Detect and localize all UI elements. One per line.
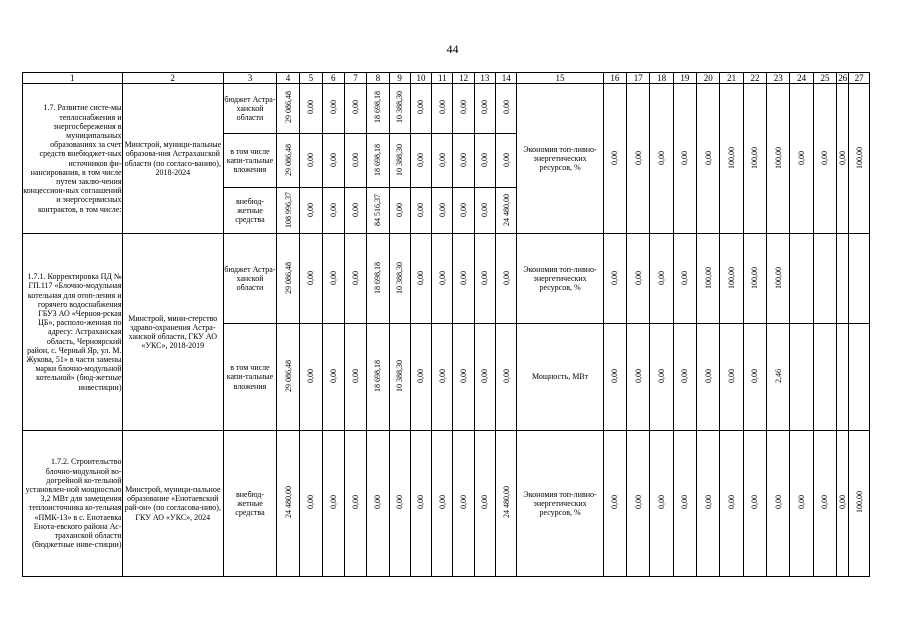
numeric-cell (697, 324, 720, 430)
value-cell: 18 698,18 (373, 143, 383, 176)
numeric-cell (344, 188, 366, 234)
value-cell: 108 996,37 (283, 191, 293, 228)
target-value: 0,00 (797, 150, 807, 165)
numeric-cell (322, 430, 344, 576)
column-header: 23 (767, 73, 790, 84)
table-row (23, 234, 870, 324)
target-value: 0,00 (633, 270, 643, 285)
value-cell: 10 388,30 (395, 91, 405, 124)
value-cell: 0,00 (351, 270, 361, 285)
value-cell: 24 480,00 (283, 486, 293, 519)
numeric-cell (410, 324, 431, 430)
numeric-cell (432, 324, 453, 430)
numeric-cell (767, 234, 790, 324)
numeric-cell (603, 324, 626, 430)
column-header: 17 (627, 73, 650, 84)
value-cell: 29 086,48 (283, 261, 293, 294)
program-table (22, 72, 870, 577)
numeric-cell (790, 324, 813, 430)
numeric-cell (367, 324, 389, 430)
target-value: 0,00 (610, 495, 620, 510)
target-value: 100,00 (854, 491, 864, 514)
target-value: 0,00 (727, 495, 737, 510)
column-header: 6 (322, 73, 344, 84)
numeric-cell (474, 188, 495, 234)
value-cell: 0,00 (437, 100, 447, 115)
column-header: 18 (650, 73, 673, 84)
numeric-cell (697, 234, 720, 324)
numeric-cell (432, 134, 453, 188)
numeric-cell (389, 234, 410, 324)
column-header: 12 (453, 73, 474, 84)
numeric-cell (276, 84, 299, 134)
value-cell: 0,00 (459, 202, 469, 217)
numeric-cell (432, 84, 453, 134)
numeric-cell (410, 188, 431, 234)
numeric-cell (720, 234, 743, 324)
value-cell: 0,00 (306, 495, 316, 510)
measure-name-cell: 1.7.1. Корректировка ПД № ГП.117 «Блочно-модульная котельная для отоп-ления и горячего водоснабжения ГБУЗ АО «Черноя-рская ЦБ», располо-женная по адресу: Астраханская область, Черноярский район, с. Черный Яр, ул. М. Жукова, 51» в части замены марки блочно-модульной котельной» (бюд-жетные инвестиции) (23, 234, 123, 430)
numeric-cell (474, 234, 495, 324)
value-cell: 0,00 (351, 152, 361, 167)
numeric-cell (720, 324, 743, 430)
column-header: 19 (673, 73, 696, 84)
executor-cell: Минстрой, мини-стерство здраво-охранения Астра-ханской области, ГКУ АО «УКС», 2018-2019 (122, 234, 224, 430)
numeric-cell (474, 430, 495, 576)
numeric-cell (673, 430, 696, 576)
numeric-cell (300, 134, 322, 188)
numeric-cell (453, 324, 474, 430)
target-value: 100,00 (727, 146, 737, 169)
value-cell: 0,00 (328, 368, 338, 383)
numeric-cell (496, 188, 517, 234)
numeric-cell (389, 134, 410, 188)
value-cell: 0,00 (351, 100, 361, 115)
numeric-cell (496, 234, 517, 324)
numeric-cell (276, 430, 299, 576)
value-cell: 0,00 (395, 495, 405, 510)
numeric-cell (453, 134, 474, 188)
funding-source-cell: бюджет Астра-ханской области (224, 234, 277, 324)
value-cell: 0,00 (306, 368, 316, 383)
target-value: 100,00 (773, 146, 783, 169)
numeric-cell (344, 430, 366, 576)
numeric-cell (453, 84, 474, 134)
column-header: 4 (276, 73, 299, 84)
value-cell: 29 086,48 (283, 359, 293, 392)
target-value: 100,00 (727, 266, 737, 289)
numeric-cell (410, 84, 431, 134)
numeric-cell (453, 430, 474, 576)
column-header: 21 (720, 73, 743, 84)
value-cell: 0,00 (501, 100, 511, 115)
numeric-cell (697, 430, 720, 576)
funding-source-cell: внебюд-жетные средства (224, 430, 277, 576)
value-cell: 10 388,30 (395, 261, 405, 294)
numeric-cell (650, 84, 673, 234)
value-cell: 0,00 (416, 270, 426, 285)
numeric-cell (389, 188, 410, 234)
numeric-cell (367, 430, 389, 576)
target-value: 0,00 (797, 495, 807, 510)
header-row (23, 73, 870, 84)
target-value: 0,00 (680, 270, 690, 285)
value-cell: 0,00 (459, 368, 469, 383)
numeric-cell (276, 188, 299, 234)
numeric-cell (673, 324, 696, 430)
column-header: 25 (813, 73, 836, 84)
value-cell: 18 698,18 (373, 261, 383, 294)
executor-cell: Минстрой, муници-пальные образова-ния Астраханской области (по согласо-ванию), 2018-2024 (122, 84, 224, 234)
target-value: 0,00 (703, 495, 713, 510)
numeric-cell (603, 234, 626, 324)
numeric-cell (453, 234, 474, 324)
target-value: 0,00 (773, 495, 783, 510)
value-cell: 0,00 (328, 202, 338, 217)
measure-name-cell: 1.7. Развитие систе-мы теплоснабжения и энергосбережения в муниципальных образованиях за счет средств внебюджет-ных источников фи-нансирования, в том числе путем заклю-чения концессион-ных соглашений и энергосервисных контрактов, в том числе: (23, 84, 123, 234)
column-header: 11 (432, 73, 453, 84)
value-cell: 18 698,18 (373, 359, 383, 392)
value-cell: 0,00 (501, 270, 511, 285)
value-cell: 10 388,30 (395, 359, 405, 392)
numeric-cell (300, 234, 322, 324)
numeric-cell (627, 84, 650, 234)
value-cell: 0,00 (416, 368, 426, 383)
target-value: 0,00 (680, 495, 690, 510)
numeric-cell (496, 84, 517, 134)
numeric-cell (849, 84, 870, 234)
column-header: 22 (743, 73, 766, 84)
value-cell: 0,00 (437, 152, 447, 167)
numeric-cell (650, 234, 673, 324)
value-cell: 0,00 (306, 152, 316, 167)
numeric-cell (322, 324, 344, 430)
value-cell: 0,00 (395, 202, 405, 217)
value-cell: 0,00 (306, 202, 316, 217)
column-header: 10 (410, 73, 431, 84)
numeric-cell (603, 84, 626, 234)
numeric-cell (496, 134, 517, 188)
target-value: 0,00 (703, 368, 713, 383)
value-cell: 24 480,00 (501, 193, 511, 226)
value-cell: 18 698,18 (373, 91, 383, 124)
column-header: 7 (344, 73, 366, 84)
numeric-cell (453, 188, 474, 234)
value-cell: 0,00 (480, 368, 490, 383)
value-cell: 0,00 (416, 100, 426, 115)
numeric-cell (276, 234, 299, 324)
numeric-cell (344, 84, 366, 134)
numeric-cell (837, 430, 849, 576)
value-cell: 0,00 (480, 495, 490, 510)
numeric-cell (790, 430, 813, 576)
indicator-cell: Мощность, МВт (517, 324, 603, 430)
value-cell: 0,00 (480, 100, 490, 115)
numeric-cell (697, 84, 720, 234)
target-value: 0,00 (610, 368, 620, 383)
value-cell: 0,00 (501, 152, 511, 167)
numeric-cell (344, 324, 366, 430)
numeric-cell (813, 430, 836, 576)
value-cell: 24 480,00 (501, 486, 511, 519)
numeric-cell (720, 430, 743, 576)
numeric-cell (300, 430, 322, 576)
value-cell: 0,00 (480, 152, 490, 167)
numeric-cell (432, 234, 453, 324)
column-header: 9 (389, 73, 410, 84)
column-header: 20 (697, 73, 720, 84)
value-cell: 0,00 (437, 202, 447, 217)
value-cell: 0,00 (459, 100, 469, 115)
value-cell: 0,00 (373, 495, 383, 510)
target-value: 100,00 (773, 266, 783, 289)
numeric-cell (276, 134, 299, 188)
column-header: 3 (224, 73, 277, 84)
target-value: 0,00 (838, 495, 848, 510)
value-cell: 0,00 (480, 270, 490, 285)
target-value: 0,00 (838, 150, 848, 165)
numeric-cell (496, 324, 517, 430)
numeric-cell (432, 430, 453, 576)
target-value: 0,00 (657, 270, 667, 285)
numeric-cell (720, 84, 743, 234)
target-value: 0,00 (657, 150, 667, 165)
numeric-cell (410, 430, 431, 576)
indicator-cell: Экономия топ-ливно-энергетических ресурсов, % (517, 234, 603, 324)
value-cell: 0,00 (501, 368, 511, 383)
target-value: 0,00 (610, 150, 620, 165)
numeric-cell (673, 234, 696, 324)
value-cell: 0,00 (351, 368, 361, 383)
indicator-cell: Экономия топ-ливно-энергетических ресурсов, % (517, 84, 603, 234)
target-value: 0,00 (703, 150, 713, 165)
numeric-cell (743, 324, 766, 430)
target-value: 100,00 (854, 146, 864, 169)
numeric-cell (790, 234, 813, 324)
numeric-cell (813, 84, 836, 234)
numeric-cell (432, 188, 453, 234)
target-value: 0,00 (820, 495, 830, 510)
numeric-cell (743, 430, 766, 576)
page-number: 44 (446, 42, 459, 56)
numeric-cell (389, 430, 410, 576)
numeric-cell (367, 134, 389, 188)
measure-name-cell: 1.7.2. Строительство блочно-модульной во-догрейной ко-тельной установлен-ной мощностью 3,2 МВт для замещения теплоисточника ко-тельная «ПМК-13» в с. Енотаевка Енота-евского района Ас-траханской области (бюджетные инве-стиции) (23, 430, 123, 576)
column-header: 5 (300, 73, 322, 84)
numeric-cell (767, 84, 790, 234)
value-cell: 29 086,48 (283, 91, 293, 124)
value-cell: 0,00 (437, 495, 447, 510)
numeric-cell (410, 134, 431, 188)
column-header: 26 (838, 73, 848, 83)
numeric-cell (849, 430, 870, 576)
numeric-cell (849, 324, 870, 430)
value-cell: 0,00 (351, 202, 361, 217)
value-cell: 0,00 (416, 152, 426, 167)
numeric-cell (650, 324, 673, 430)
numeric-cell (322, 188, 344, 234)
value-cell: 0,00 (328, 270, 338, 285)
numeric-cell (344, 134, 366, 188)
target-value: 0,00 (657, 495, 667, 510)
value-cell: 0,00 (328, 495, 338, 510)
numeric-cell (849, 234, 870, 324)
numeric-cell (743, 84, 766, 234)
value-cell: 84 516,37 (373, 193, 383, 226)
numeric-cell (410, 234, 431, 324)
numeric-cell (474, 84, 495, 134)
funding-source-cell: в том числе капи-тальные вложения (224, 324, 277, 430)
target-value: 0,00 (820, 150, 830, 165)
target-value: 0,00 (633, 368, 643, 383)
target-value: 0,00 (633, 150, 643, 165)
indicator-cell: Экономия топ-ливно-энергетических ресурсов, % (517, 430, 603, 576)
value-cell: 0,00 (459, 270, 469, 285)
target-value: 0,00 (633, 495, 643, 510)
value-cell: 10 388,30 (395, 143, 405, 176)
column-header: 14 (496, 73, 517, 84)
column-header: 24 (790, 73, 813, 84)
numeric-cell (790, 84, 813, 234)
value-cell: 0,00 (306, 100, 316, 115)
numeric-cell (389, 324, 410, 430)
value-cell: 0,00 (480, 202, 490, 217)
value-cell: 0,00 (459, 495, 469, 510)
target-value: 0,00 (657, 368, 667, 383)
value-cell: 0,00 (437, 270, 447, 285)
numeric-cell (474, 134, 495, 188)
target-value: 100,00 (703, 266, 713, 289)
numeric-cell (767, 430, 790, 576)
numeric-cell (322, 234, 344, 324)
value-cell: 29 086,48 (283, 143, 293, 176)
target-value: 0,00 (727, 368, 737, 383)
column-header: 13 (474, 73, 495, 84)
numeric-cell (276, 324, 299, 430)
funding-source-cell: бюджет Астра-ханской области (224, 84, 277, 134)
value-cell: 0,00 (437, 368, 447, 383)
value-cell: 0,00 (416, 495, 426, 510)
numeric-cell (367, 84, 389, 134)
numeric-cell (322, 84, 344, 134)
numeric-cell (650, 430, 673, 576)
value-cell: 0,00 (416, 202, 426, 217)
table-row (23, 430, 870, 576)
numeric-cell (367, 234, 389, 324)
numeric-cell (300, 188, 322, 234)
value-cell: 0,00 (459, 152, 469, 167)
value-cell: 0,00 (351, 495, 361, 510)
numeric-cell (627, 430, 650, 576)
funding-source-cell: внебюд-жетные средства (224, 188, 277, 234)
target-value: 0,00 (680, 150, 690, 165)
target-value: 2,46 (773, 368, 783, 383)
numeric-cell (837, 84, 849, 234)
numeric-cell (767, 324, 790, 430)
numeric-cell (474, 324, 495, 430)
numeric-cell (813, 324, 836, 430)
numeric-cell (300, 84, 322, 134)
numeric-cell (496, 430, 517, 576)
numeric-cell (837, 324, 849, 430)
numeric-cell (837, 234, 849, 324)
numeric-cell (344, 234, 366, 324)
column-header: 27 (849, 73, 870, 84)
executor-cell: Минстрой, муници-пальное образование «Енотаевский рай-он» (по согласова-нию), ГКУ АО «УКС», 2024 (122, 430, 224, 576)
numeric-cell (300, 324, 322, 430)
column-header: 16 (603, 73, 626, 84)
numeric-cell (389, 84, 410, 134)
numeric-cell (743, 234, 766, 324)
numeric-cell (603, 430, 626, 576)
value-cell: 0,00 (306, 270, 316, 285)
table-row (23, 84, 870, 134)
target-value: 0,00 (750, 495, 760, 510)
value-cell: 0,00 (328, 152, 338, 167)
column-header: 8 (367, 73, 389, 84)
target-value: 0,00 (610, 270, 620, 285)
target-value: 0,00 (750, 368, 760, 383)
value-cell: 0,00 (328, 100, 338, 115)
numeric-cell (673, 84, 696, 234)
numeric-cell (813, 234, 836, 324)
funding-source-cell: в том числе капи-тальные вложения (224, 134, 277, 188)
column-header: 2 (122, 73, 224, 84)
column-header: 15 (517, 73, 603, 84)
target-value: 100,00 (750, 146, 760, 169)
numeric-cell (322, 134, 344, 188)
numeric-cell (367, 188, 389, 234)
numeric-cell (627, 234, 650, 324)
numeric-cell (627, 324, 650, 430)
column-header: 1 (23, 73, 123, 84)
target-value: 100,00 (750, 266, 760, 289)
target-value: 0,00 (680, 368, 690, 383)
